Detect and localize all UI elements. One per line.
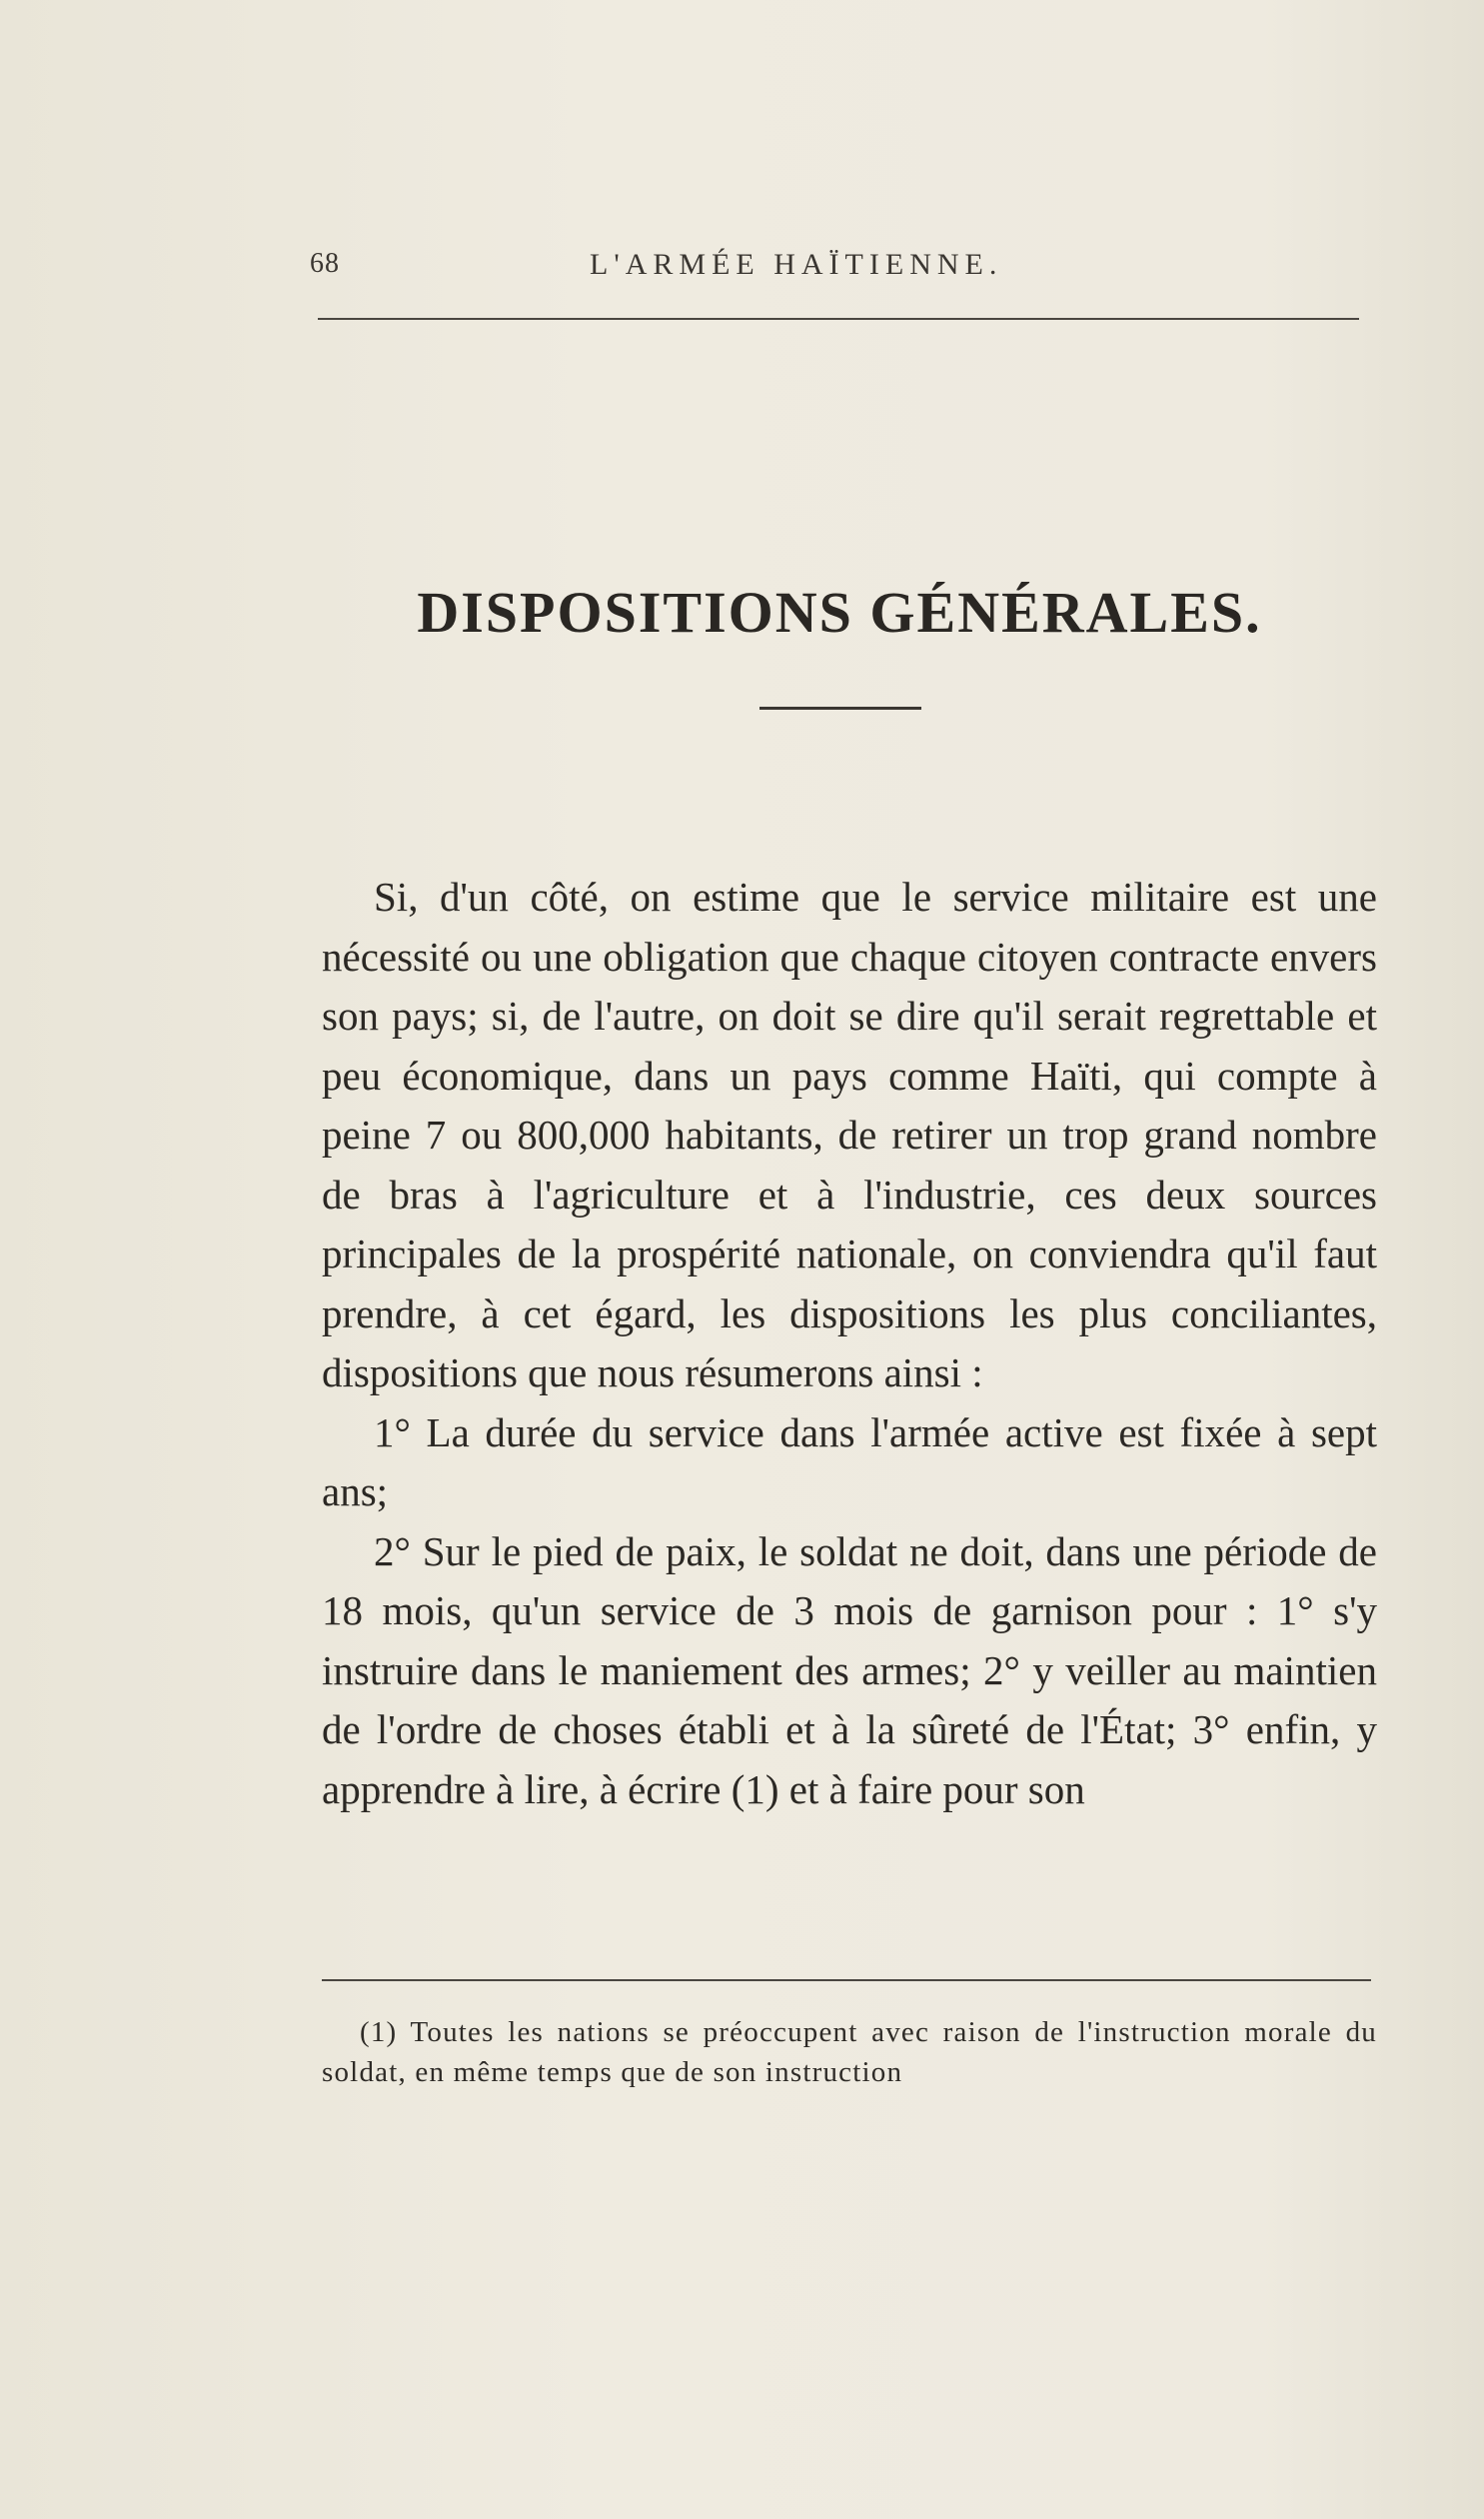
running-head xyxy=(270,248,1369,288)
paragraph: Si, d'un côté, on estime que le service militaire est une nécessité ou une obligation que chaque citoyen contracte envers son pays; si, de l'autre, on doit se dire qu'il serait regrettable et peu économique, dans un pays comme Haïti, qui compte à peine 7 ou 800,000 habitants, de retirer un trop grand nombre de bras à l'agriculture et à l'industrie, ces deux sources principales de la prospérité nationale, on conviendra qu'il faut prendre, à cet égard, les dispositions les plus conciliantes, dispositions que nous résumerons ainsi : xyxy=(322,874,1377,1395)
chapter-title: DISPOSITIONS GÉNÉRALES. xyxy=(417,579,1262,645)
footnote-rule xyxy=(322,1979,1371,1981)
running-title: L'ARMÉE HAÏTIENNE. xyxy=(590,248,1003,281)
footnote xyxy=(322,2012,1377,2092)
title-rule xyxy=(759,707,921,710)
body-text xyxy=(322,868,1377,1819)
header-rule xyxy=(318,318,1359,320)
paragraph: 1° La durée du service dans l'armée active est fixée à sept ans; xyxy=(322,1408,1377,1514)
footnote-text: (1) Toutes les nations se préoccupent avec raison de l'instruction morale du soldat, en même temps que de son instruction xyxy=(322,2016,1377,2088)
page-number: 68 xyxy=(310,248,340,279)
paragraph: 2° Sur le pied de paix, le soldat ne doit, dans une période de 18 mois, qu'un service de 3 mois de garnison pour : 1° s'y instruire dans le maniement des armes; 2° y veiller au maintien de l'ordre de choses établi et à la sûreté de l'État; 3° enfin, y apprendre à lire, à écrire (1) et à faire pour son xyxy=(322,1527,1377,1812)
